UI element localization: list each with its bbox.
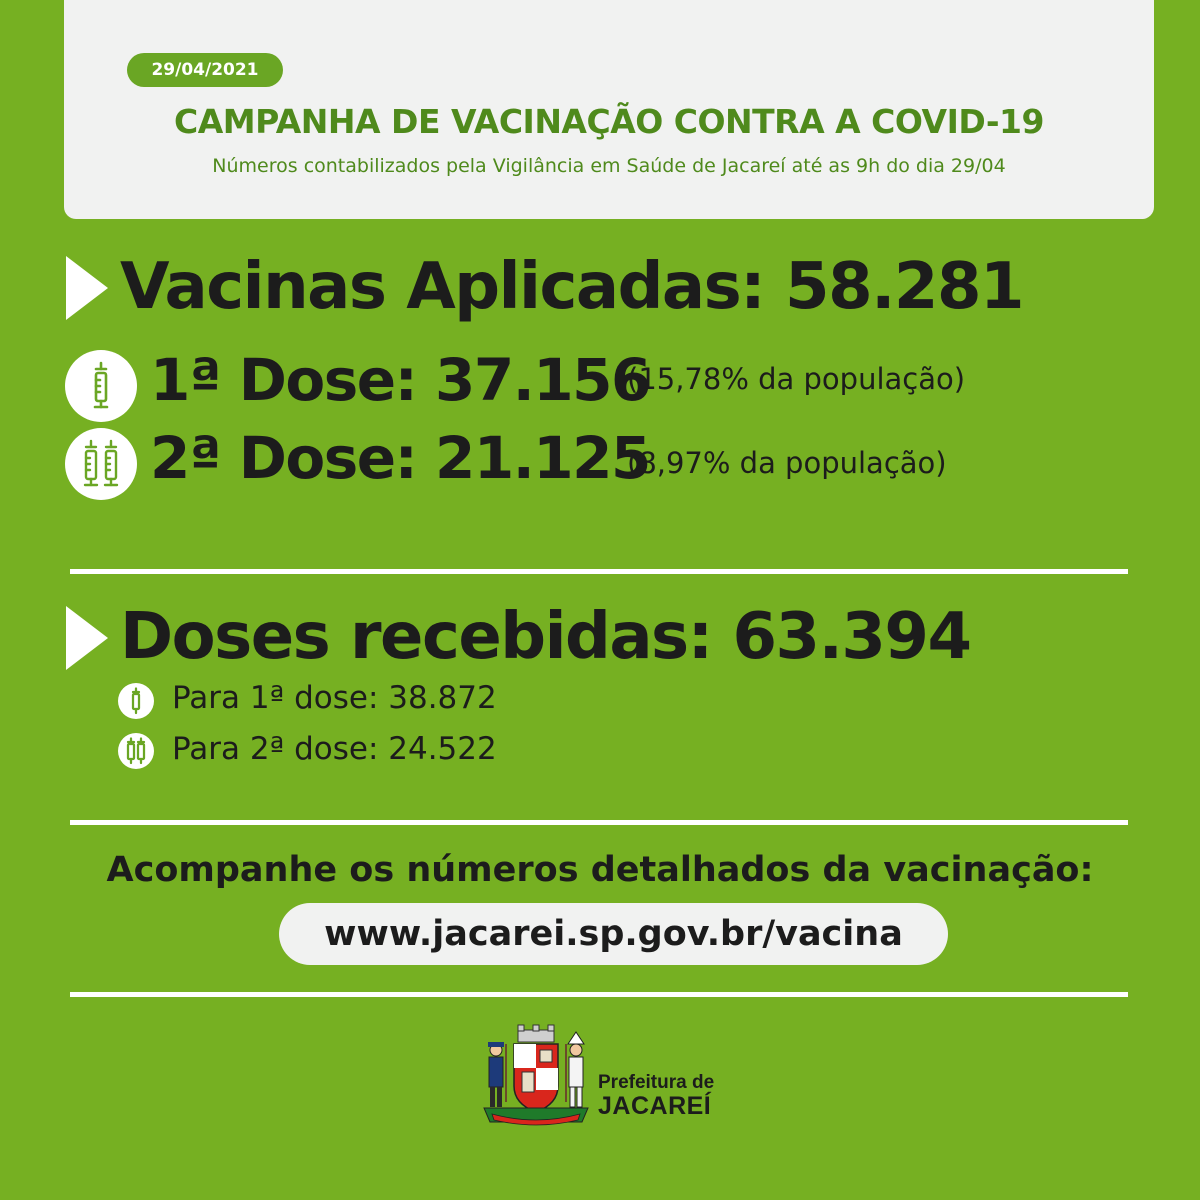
vaccine-url-link[interactable]: www.jacarei.sp.gov.br/vacina	[279, 903, 948, 965]
divider	[70, 820, 1128, 825]
applied-total: Vacinas Aplicadas: 58.281	[120, 250, 1023, 324]
logo-line-1: Prefeitura de	[598, 1072, 715, 1093]
first-dose-applied: 1ª Dose: 37.156	[150, 346, 650, 414]
divider	[70, 569, 1128, 574]
cta-text: Acompanhe os números detalhados da vacinação:	[106, 850, 1094, 890]
received-first-dose: Para 1ª dose: 38.872	[172, 680, 497, 716]
received-second-dose: Para 2ª dose: 24.522	[172, 731, 497, 767]
logo-line-2: JACAREÍ	[598, 1091, 712, 1120]
campaign-title: CAMPANHA DE VACINAÇÃO CONTRA A COVID-19	[174, 102, 1044, 141]
double-syringe-icon	[118, 733, 154, 769]
divider	[70, 992, 1128, 997]
campaign-subtitle: Números contabilizados pela Vigilância em Saúde de Jacareí até as 9h do dia 29/04	[212, 155, 1006, 177]
jacarei-coat-of-arms-icon	[478, 1022, 594, 1130]
single-syringe-icon	[118, 683, 154, 719]
second-dose-percent: (8,97% da população)	[627, 446, 947, 480]
double-syringe-icon	[65, 428, 137, 500]
first-dose-percent: (15,78% da população)	[627, 362, 966, 396]
date-badge: 29/04/2021	[127, 53, 283, 87]
second-dose-applied: 2ª Dose: 21.125	[150, 424, 650, 492]
prefeitura-logo-text	[598, 1073, 714, 1119]
arrow-right-icon	[66, 256, 108, 320]
single-syringe-icon	[65, 350, 137, 422]
received-total: Doses recebidas: 63.394	[120, 600, 971, 674]
arrow-right-icon	[66, 606, 108, 670]
